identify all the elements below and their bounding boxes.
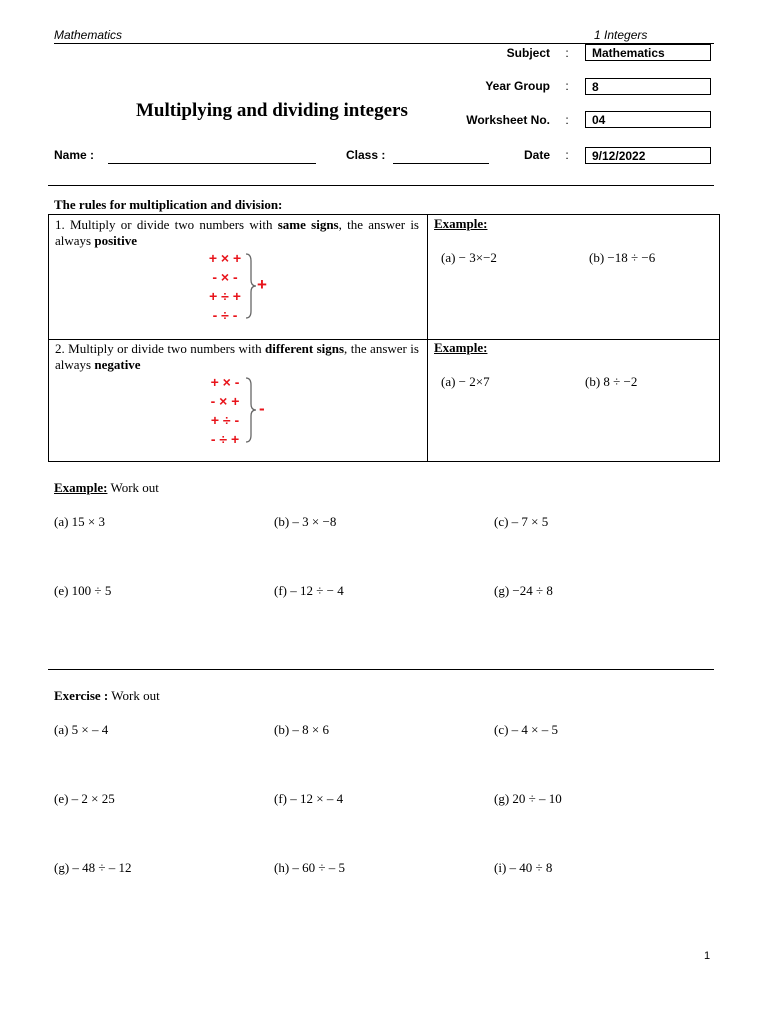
exercise-question-h: (h) – 60 ÷ – 5 <box>274 860 346 875</box>
year-group-field[interactable]: 8 <box>585 78 711 95</box>
rule-1-sign-row: + ÷ + <box>209 288 241 304</box>
rule-2-sign-row: + ÷ - <box>210 412 240 428</box>
example-question-b: (b) – 3 × −8 <box>274 514 337 529</box>
rule-1-text: 1. Multiply or divide two numbers with same signs, the answer is always positive <box>55 217 419 248</box>
rule-2-example-b: (b) 8 ÷ −2 <box>585 374 638 389</box>
subject-label: Subject <box>506 46 550 60</box>
rule-1-result-sign: + <box>257 275 267 294</box>
date-label: Date <box>523 148 550 162</box>
example-question-c: (c) – 7 × 5 <box>494 514 549 529</box>
exercise-question-i: (i) – 40 ÷ 8 <box>494 860 553 875</box>
worksheet-title: Multiplying and dividing integers <box>136 100 408 121</box>
example-question-a: (a) 15 × 3 <box>54 514 106 529</box>
rule-2-sign-list <box>203 373 247 449</box>
rule-1-example-a: (a) − 3×−2 <box>441 250 497 265</box>
rule-2-text: 2. Multiply or divide two numbers with different signs, the answer is always negative <box>55 341 419 372</box>
rule-1-sign-list <box>203 249 247 325</box>
example-question-g: (g) −24 ÷ 8 <box>494 583 553 598</box>
rule-2-sign-row: - ÷ + <box>210 431 240 447</box>
running-header-chapter: 1 Integers <box>594 28 648 42</box>
rules-title: The rules for multiplication and division: <box>54 197 283 212</box>
rules-table-row-divider <box>49 339 719 340</box>
rule-2-sign-row: + × - <box>210 374 240 390</box>
exercise-question-f: (f) – 12 × – 4 <box>274 791 344 806</box>
rule-2-example-a: (a) − 2×7 <box>441 374 490 389</box>
example-question-e: (e) 100 ÷ 5 <box>54 583 112 598</box>
rule-1-sign-row: - × - <box>212 269 238 285</box>
rule-1-example-label: Example: <box>434 216 488 231</box>
class-label: Class : <box>346 148 386 162</box>
worksheet-no-field[interactable]: 04 <box>585 111 711 128</box>
rule-1-example-b: (b) −18 ÷ −6 <box>589 250 656 265</box>
exercise-question-b: (b) – 8 × 6 <box>274 722 329 737</box>
section-divider-bottom <box>48 669 714 670</box>
section-divider-top <box>48 185 714 186</box>
year-group-label: Year Group <box>485 79 550 93</box>
rule-2-result-sign: - <box>259 399 265 418</box>
rule-1-sign-row: - ÷ - <box>212 307 238 323</box>
date-colon: : <box>565 148 569 162</box>
worksheet-no-label: Worksheet No. <box>466 113 550 127</box>
name-label: Name : <box>54 148 95 162</box>
example-section-heading: Example: Work out <box>54 480 159 495</box>
date-field[interactable]: 9/12/2022 <box>585 147 711 164</box>
exercise-question-g2: (g) – 48 ÷ – 12 <box>54 860 132 875</box>
subject-field[interactable]: Mathematics <box>585 44 711 61</box>
name-blank-line[interactable] <box>108 163 316 164</box>
rule-2-sign-row: - × + <box>210 393 240 409</box>
example-question-f: (f) – 12 ÷ − 4 <box>274 583 344 598</box>
rules-table-column-divider <box>427 215 428 461</box>
exercise-question-a: (a) 5 × – 4 <box>54 722 109 737</box>
rules-table <box>48 214 720 462</box>
rule-1-curly-brace-icon <box>245 253 257 319</box>
class-blank-line[interactable] <box>393 163 489 164</box>
rule-1-sign-row: + × + <box>208 250 242 266</box>
page-number: 1 <box>704 950 711 962</box>
rule-2-example-label: Example: <box>434 340 488 355</box>
exercise-question-c: (c) – 4 × – 5 <box>494 722 559 737</box>
exercise-question-g: (g) 20 ÷ – 10 <box>494 791 562 806</box>
rule-2-curly-brace-icon <box>245 377 257 443</box>
exercise-question-e: (e) – 2 × 25 <box>54 791 115 806</box>
running-header-subject: Mathematics <box>54 28 123 42</box>
year-group-colon: : <box>565 79 569 93</box>
subject-colon: : <box>565 46 569 60</box>
exercise-section-heading: Exercise : Work out <box>54 688 160 703</box>
worksheet-no-colon: : <box>565 113 569 127</box>
